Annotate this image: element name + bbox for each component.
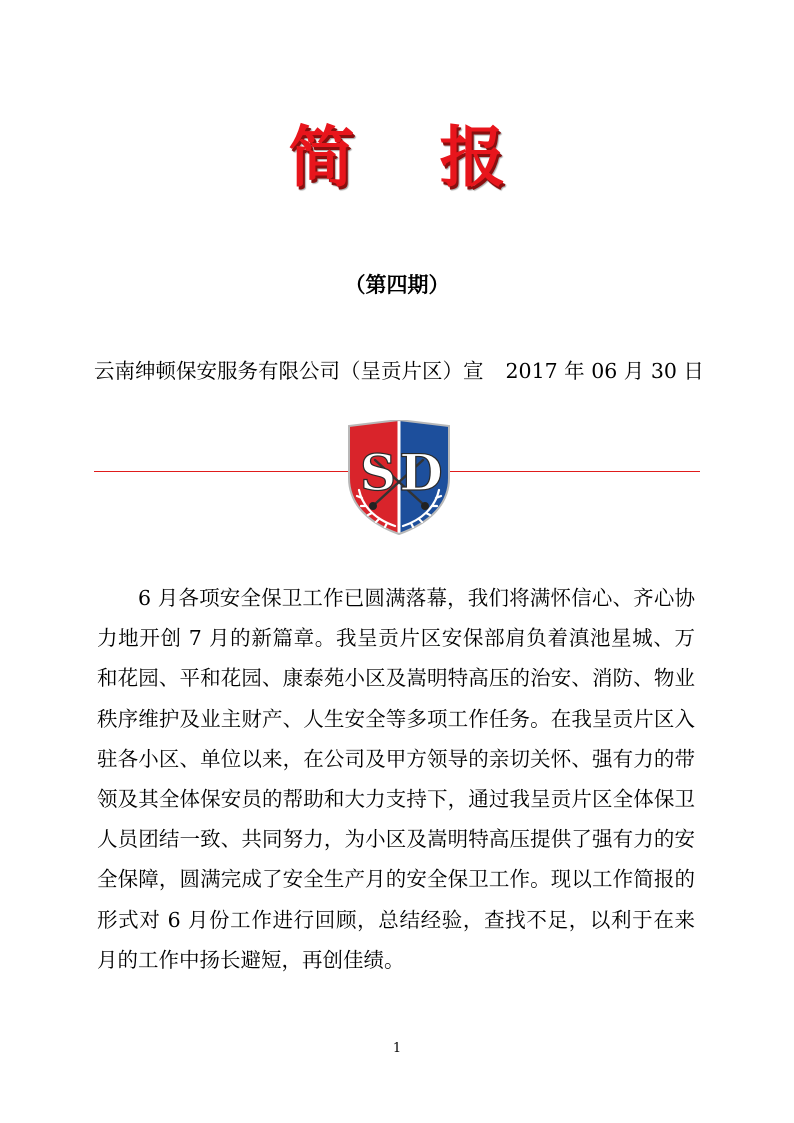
red-rule-right [446, 471, 700, 472]
company-emblem-logo [345, 420, 453, 536]
document-title: 简报 [288, 119, 591, 196]
body-paragraph: 6 月各项安全保卫工作已圆满落幕，我们将满怀信心、齐心协力地开创 7 月的新篇章。我呈贡片区安保部肩负着滇池星城、万和花园、平和花园、康泰苑小区及嵩明特高压的治安、消防、物业秩序维护及业主财产、人生安全等多项工作任务。在我呈贡片区入驻各小区、单位以来，在公司及甲方领导的亲切关怀、强有力的带领及其全体保安员的帮助和大力支持下，通过我呈贡片区全体保卫人员团结一致、共同努力，为小区及嵩明特高压提供了强有力的安全保障，圆满完成了安全生产月的安全保卫工作。现以工作简报的形式对 6 月份工作进行回顾，总结经验，查找不足，以利于在来月的工作中扬长避短，再创佳绩。 [97, 586, 695, 972]
emblem-letter-s: S [359, 443, 397, 502]
issue-date: 2017 年 06 月 30 日 [505, 359, 704, 383]
emblem-letter-d: D [399, 443, 443, 502]
issue-number: （第四期） [344, 272, 450, 297]
page-number: 1 [392, 1041, 402, 1056]
issuer-line [94, 356, 704, 386]
issuer-name: 云南绅顿保安服务有限公司（呈贡片区）宣 [94, 359, 484, 383]
red-rule-left [94, 471, 354, 472]
